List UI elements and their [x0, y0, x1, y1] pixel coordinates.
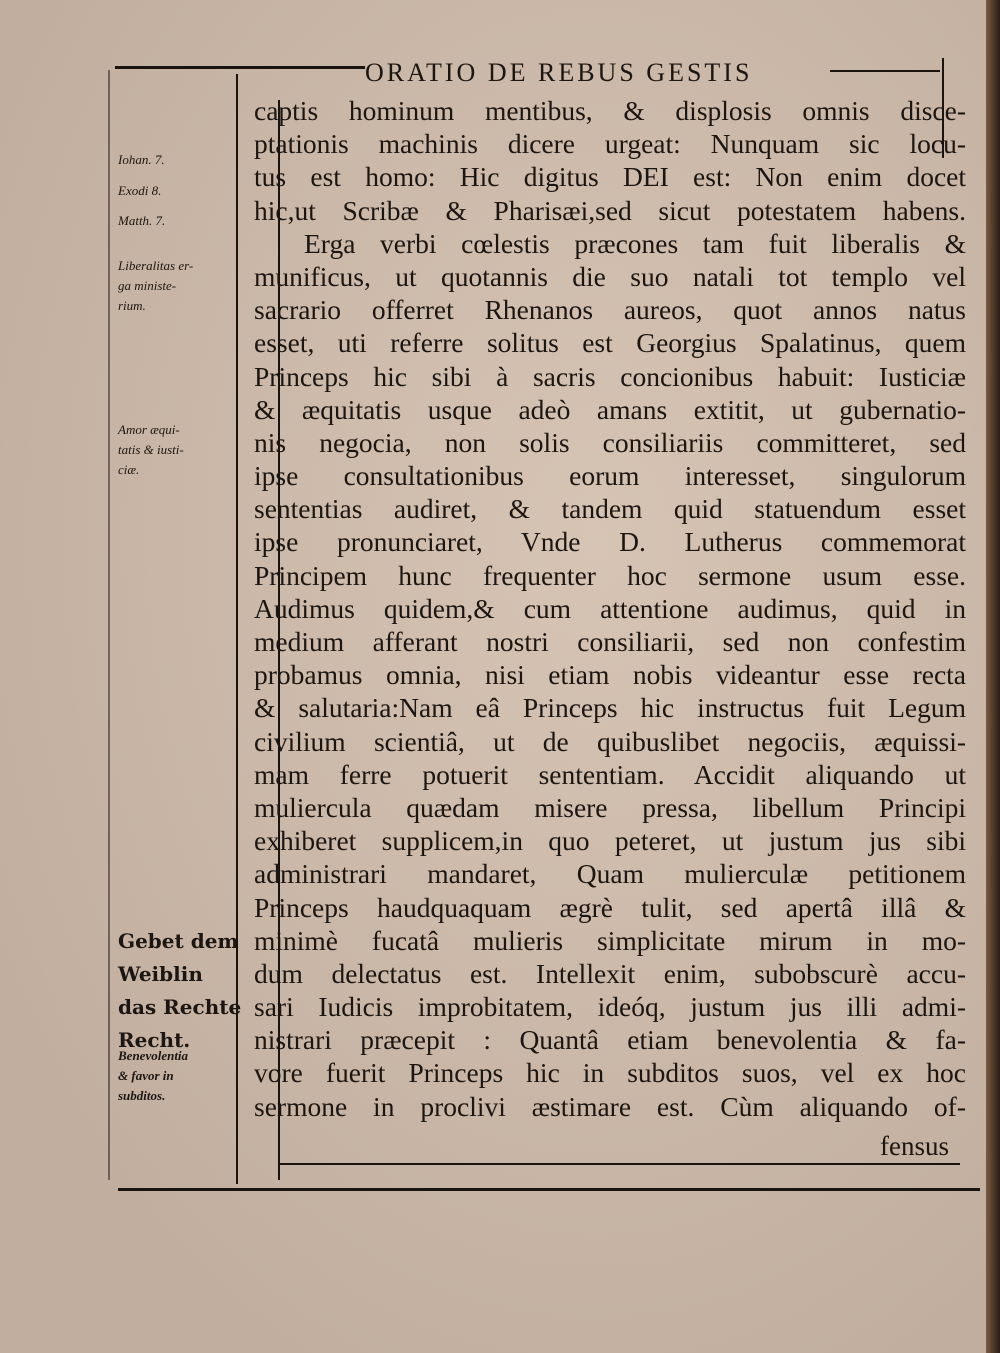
text-line: esset, uti referre solitus est Georgius Spalatinus, quem [254, 327, 966, 359]
note-line: Liberalitas er- [118, 258, 194, 273]
note-line: ciæ. [118, 462, 140, 477]
note-matth-text: Matth. 7. [118, 213, 166, 228]
text-line: dum delectatus est. Intellexit enim, subobscurè accu- [254, 957, 966, 989]
text-line: ptationis machinis dicere urgeat: Nunquam sic locu- [254, 128, 966, 160]
running-title: ORATIO DE REBUS GESTIS [365, 58, 753, 87]
text-line: & æquitatis usque adeò amans extitit, ut gubernatio- [254, 393, 966, 425]
text-line: medium afferant nostri consiliarii, sed non confestim [254, 626, 966, 657]
note-line: Weiblin [118, 962, 203, 986]
text-line: Principem hunc frequenter hoc sermone usum esse. [254, 559, 966, 591]
text-line: sari Iudicis improbitatem, ideóq, justum jus illi admi- [254, 991, 966, 1023]
text-line: Audimus quidem,& cum attentione audimus, quid in [254, 592, 966, 624]
note-line: Gebet dem [118, 929, 239, 953]
note-line: Amor æqui- [118, 422, 180, 437]
margin-note-benevolentia [118, 1046, 243, 1106]
catchword: fensus [880, 1131, 949, 1161]
text-line: sermone in proclivi æstimare est. Cùm aliquando of- [254, 1090, 966, 1122]
margin-note-liberalitas [118, 256, 243, 316]
note-line: tatis & iusti- [118, 442, 184, 457]
text-line: Erga verbi cœlestis præcones tam fuit liberalis & [304, 227, 966, 259]
text-line: ipse pronunciaret, Vnde D. Lutherus commemorat [254, 526, 966, 558]
text-line: mam ferre potuerit sententiam. Accidit aliquando ut [254, 758, 966, 790]
text-line: administrari mandaret, Quam mulierculæ petitionem [254, 858, 966, 890]
text-line: sententias audiret, & tandem quid statuendum esset [254, 493, 966, 525]
main-text [254, 94, 966, 1123]
text-line: & salutaria:Nam eâ Princeps hic instructus fuit Legum [254, 692, 966, 724]
text-line: muliercula quædam misere pressa, libellum Principi [254, 791, 966, 823]
note-exodi-text: Exodi 8. [118, 183, 162, 198]
note-line: ga ministe- [118, 278, 177, 293]
top-rule-right [830, 70, 940, 72]
text-line: vore fuerit Princeps hic in subditos suos, vel ex hoc [254, 1057, 966, 1089]
text-line: nistrari præcepit : Quantâ etiam benevolentia & fa- [254, 1024, 966, 1056]
text-line: tus est homo: Hic digitus DEI est: Non enim docet [254, 161, 966, 193]
note-line: rium. [118, 298, 146, 313]
margin-note-matth [118, 211, 243, 231]
text-line: Princeps haudquaquam ægrè tulit, sed apertâ illâ & [254, 891, 966, 923]
text-line: civilium scientiâ, ut de quibuslibet negociis, æquissi- [254, 725, 966, 757]
note-line: Recht. [118, 1028, 191, 1052]
margin-note-exodi [118, 181, 243, 201]
text-line: minimè fucatâ mulieris simplicitate mirum in mo- [254, 924, 966, 956]
margin-note-gothic [118, 925, 243, 1057]
text-line: munificus, ut quotannis die suo natali tot templo vel [254, 260, 966, 292]
margin-note-iohan [118, 150, 243, 170]
note-iohan-text: Iohan. 7. [118, 152, 165, 167]
text-line: captis hominum mentibus, & displosis omnis disce- [254, 95, 966, 126]
text-line: nis negocia, non solis consiliariis committeret, sed [254, 426, 966, 458]
text-line: Princeps hic sibi à sacris concionibus habuit: Iusticiæ [254, 360, 966, 392]
left-margin-rule [108, 70, 110, 1180]
page-bottom-rule [118, 1188, 980, 1191]
bottom-rule [280, 1163, 960, 1165]
note-line: subditos. [118, 1088, 166, 1103]
margin-note-amor [118, 420, 243, 480]
text-line: probamus omnia, nisi etiam nobis videantur esse recta [254, 659, 966, 691]
top-rule [115, 66, 365, 69]
text-line: ipse consultationibus eorum interesset, singulorum [254, 460, 966, 492]
text-line: exhiberet supplicem,in quo peteret, ut justum jus sibi [254, 825, 966, 857]
text-line: sacrario offerret Rhenanos aureos, quot annos natus [254, 294, 966, 326]
note-line: & favor in [118, 1068, 174, 1083]
note-line: das Rechte [118, 995, 242, 1019]
note-line: Benevolentia [118, 1048, 189, 1063]
text-line: hic,ut Scribæ & Pharisæi,sed sicut potestatem habens. [254, 194, 966, 226]
page-edge [986, 0, 1000, 1353]
